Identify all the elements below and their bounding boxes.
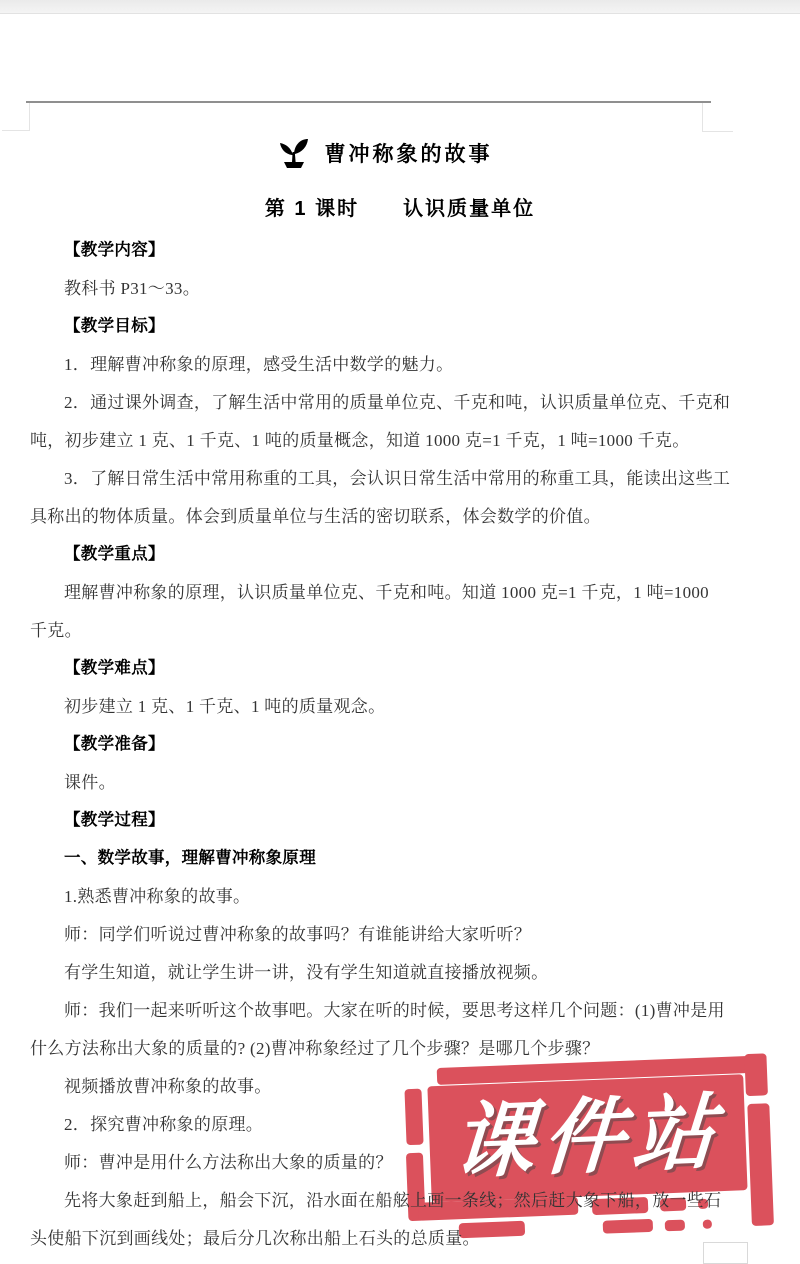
- text-line: 【教学重点】: [64, 545, 165, 563]
- text-line: 什么方法称出大象的质量的? (2)曹冲称象经过了几个步骤？是哪几个步骤？: [30, 1038, 600, 1058]
- text-line: 初步建立 1 克、1 千克、1 吨的质量观念。: [64, 696, 386, 716]
- text-line: 先将大象赶到船上，船会下沉，沿水面在船舷上画一条线；然后赶大象下船，放一些石: [64, 1190, 722, 1210]
- text-line: 【教学过程】: [64, 811, 165, 829]
- document-subtitle: 第 1 课时 认识质量单位: [264, 198, 536, 220]
- text-line: 教科书 P31～33。: [64, 278, 201, 298]
- text-line: 吨，初步建立 1 克、1 千克、1 吨的质量概念，知道 1000 克=1 千克，1 吨=1000 千克。: [30, 430, 690, 450]
- text-line: 一、数学故事，理解曹冲称象原理: [64, 849, 316, 867]
- text-line: 2．探究曹冲称象的原理。: [64, 1114, 264, 1134]
- stamp-border-segment: [747, 1103, 774, 1226]
- text-line: 1.熟悉曹冲称象的故事。: [64, 886, 251, 906]
- document-body: [30, 229, 731, 1255]
- text-line: 师：同学们听说过曹冲称象的故事吗？有谁能讲给大家听听？: [64, 924, 532, 944]
- document-title-row: [0, 133, 770, 173]
- stamp-text: 课件站: [449, 1086, 726, 1189]
- document-title: 曹冲称象的故事: [324, 143, 493, 166]
- text-line: 头使船下沉到画线处；最后分几次称出船上石头的总质量。: [30, 1228, 480, 1248]
- text-line: 1．理解曹冲称象的原理，感受生活中数学的魅力。: [64, 354, 454, 374]
- text-line: 师：曹冲是用什么方法称出大象的质量的？: [64, 1152, 393, 1172]
- text-line: 3．了解日常生活中常用称重的工具，会认识日常生活中常用的称重工具，能读出这些工: [64, 468, 731, 488]
- margin-corner-mark: [2, 130, 30, 131]
- text-line: 视频播放曹冲称象的故事。: [64, 1076, 272, 1096]
- text-line: 课件。: [64, 772, 116, 792]
- text-line: 师：我们一起来听听这个故事吧。大家在听的时候，要思考这样几个问题：(1)曹冲是用: [64, 1000, 725, 1020]
- margin-corner-mark: [29, 103, 30, 130]
- text-line: 具称出的物体质量。体会到质量单位与生活的密切联系，体会数学的价值。: [30, 506, 601, 526]
- text-line: 【教学准备】: [64, 735, 165, 753]
- margin-corner-mark: [702, 103, 703, 131]
- plant-sprout-icon: [278, 136, 310, 170]
- page-boundary-line: [26, 101, 711, 103]
- text-line: 【教学难点】: [64, 659, 165, 677]
- stamp-border-segment: [744, 1053, 768, 1096]
- text-line: 理解曹冲称象的原理，认识质量单位克、千克和吨。知道 1000 克=1 千克，1 吨=1000: [64, 582, 709, 602]
- text-line: 2．通过课外调查，了解生活中常用的质量单位克、千克和吨，认识质量单位克、千克和: [64, 392, 731, 412]
- window-top-band: [0, 0, 800, 14]
- text-line: 【教学目标】: [64, 317, 165, 335]
- margin-corner-mark: [702, 131, 733, 132]
- text-line: 【教学内容】: [64, 241, 165, 259]
- text-line: 千克。: [30, 620, 82, 640]
- text-line: 有学生知道，就让学生讲一讲，没有学生知道就直接播放视频。: [64, 962, 549, 982]
